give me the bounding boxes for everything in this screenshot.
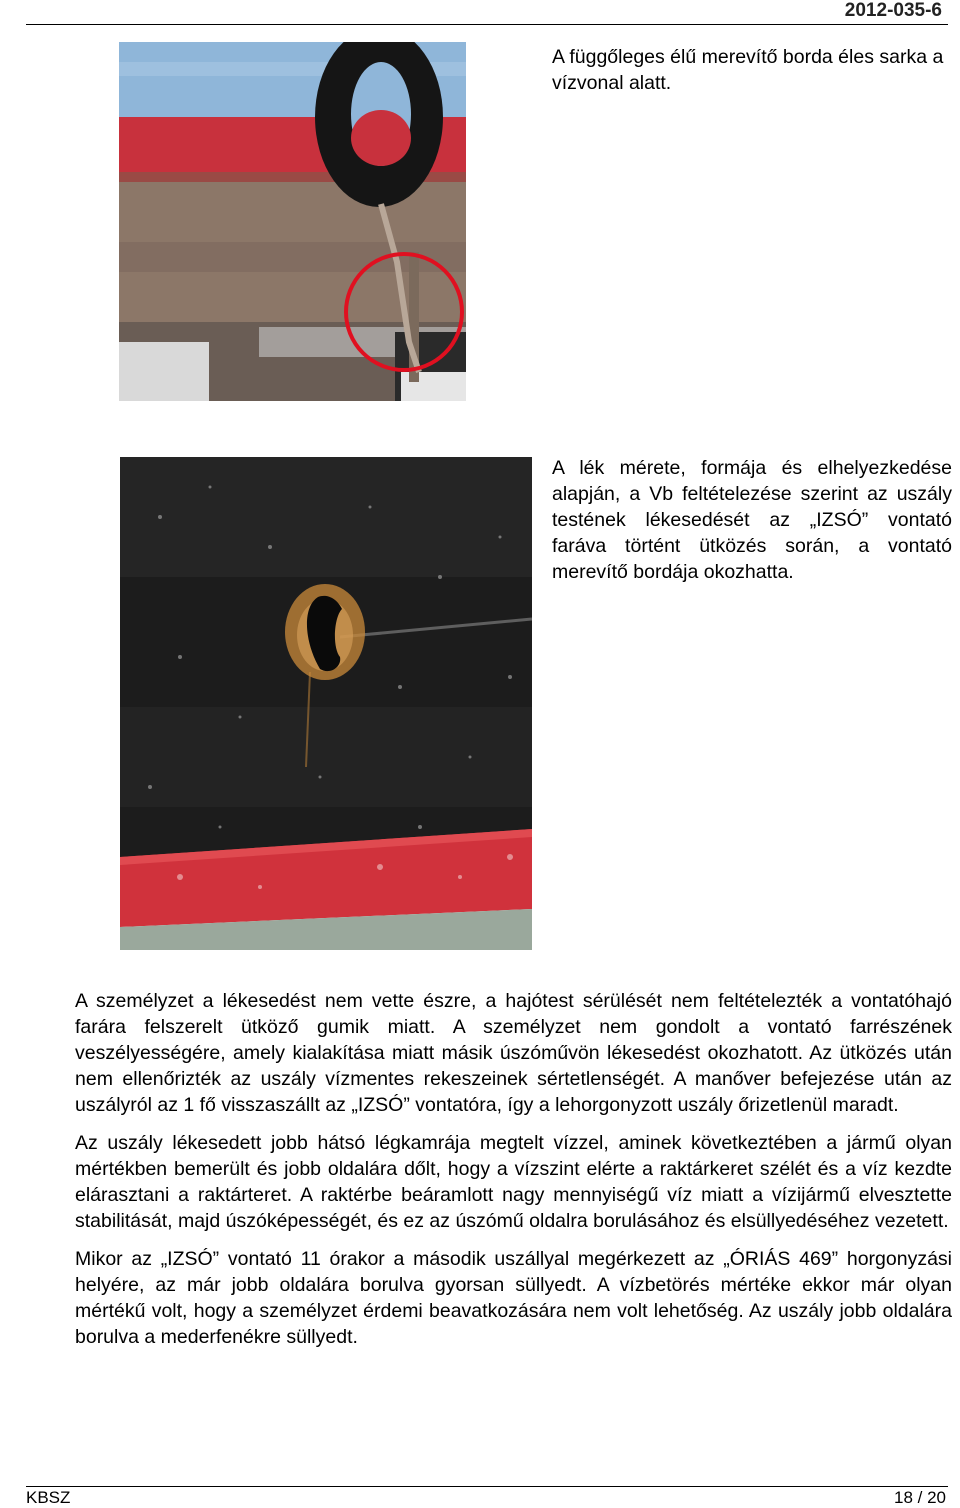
photo-caption-hull-hole: A lék mérete, formája és elhelyezkedése alapján, a Vb feltételezése szerint az uszály testének lékesedését az „IZSÓ” vontató faráva történt ütközés során, a vontató merevítő bordája okozhatta. [552, 457, 952, 583]
page-number: 18 / 20 [894, 1488, 946, 1507]
header-divider [26, 24, 948, 25]
photo-hull-hole [120, 457, 532, 950]
photo-caption-rib-edge: A függőleges élű merevítő borda éles sarka a vízvonal alatt. [552, 46, 944, 94]
footer-org: KBSZ [26, 1488, 71, 1507]
document-id: 2012-035-6 [844, 0, 942, 21]
paragraph: Az uszály lékesedett jobb hátsó légkamrája megtelt vízzel, aminek következtében a jármű olyan mértékben bemerült és jobb oldalára dőlt, hogy a vízszint elérte a raktárkeret szélét és a víz kezdte elárasztani a raktárteret. A raktérbe beáramlott nagy mennyiségű víz miatt a vízijármű elvesztette stabilitását, majd úszóképességét, és ez az úszómű oldalra borulásához és elsüllyedéséhez vezetett. [75, 1132, 952, 1232]
paragraph: Mikor az „IZSÓ” vontató 11 órakor a második uszállyal megérkezett az „ÓRIÁS 469” horgonyzási helyére, az már jobb oldalára borulva gyorsan süllyedt. A vízbetörés mértéke ekkor már olyan mértékű volt, hogy a személyzet érdemi beavatkozására nem volt lehetőség. Az uszály jobb oldalára borulva a mederfenékre süllyedt. [75, 1248, 952, 1348]
footer-divider [26, 1486, 948, 1487]
paragraph: A személyzet a lékesedést nem vette észre, a hajótest sérülését nem feltételezték a vontatóhajó farára felszerelt ütköző gumik miatt. A személyzet nem gondolt a vontató farrészének veszélyességére, amely kialakítása miatt másik úszóművön lékesedést okozhatott. Az ütközés után nem ellenőrizték az uszály vízmentes rekeszeinek sértetlenségét. A manőver befejezése után az uszályról az 1 fő visszaszállt az „IZSÓ” vontatóra, így a lehorgonyzott uszály őrizetlenül maradt. [75, 990, 952, 1116]
body-text [75, 988, 952, 1362]
photo-rib-edge [119, 42, 466, 401]
